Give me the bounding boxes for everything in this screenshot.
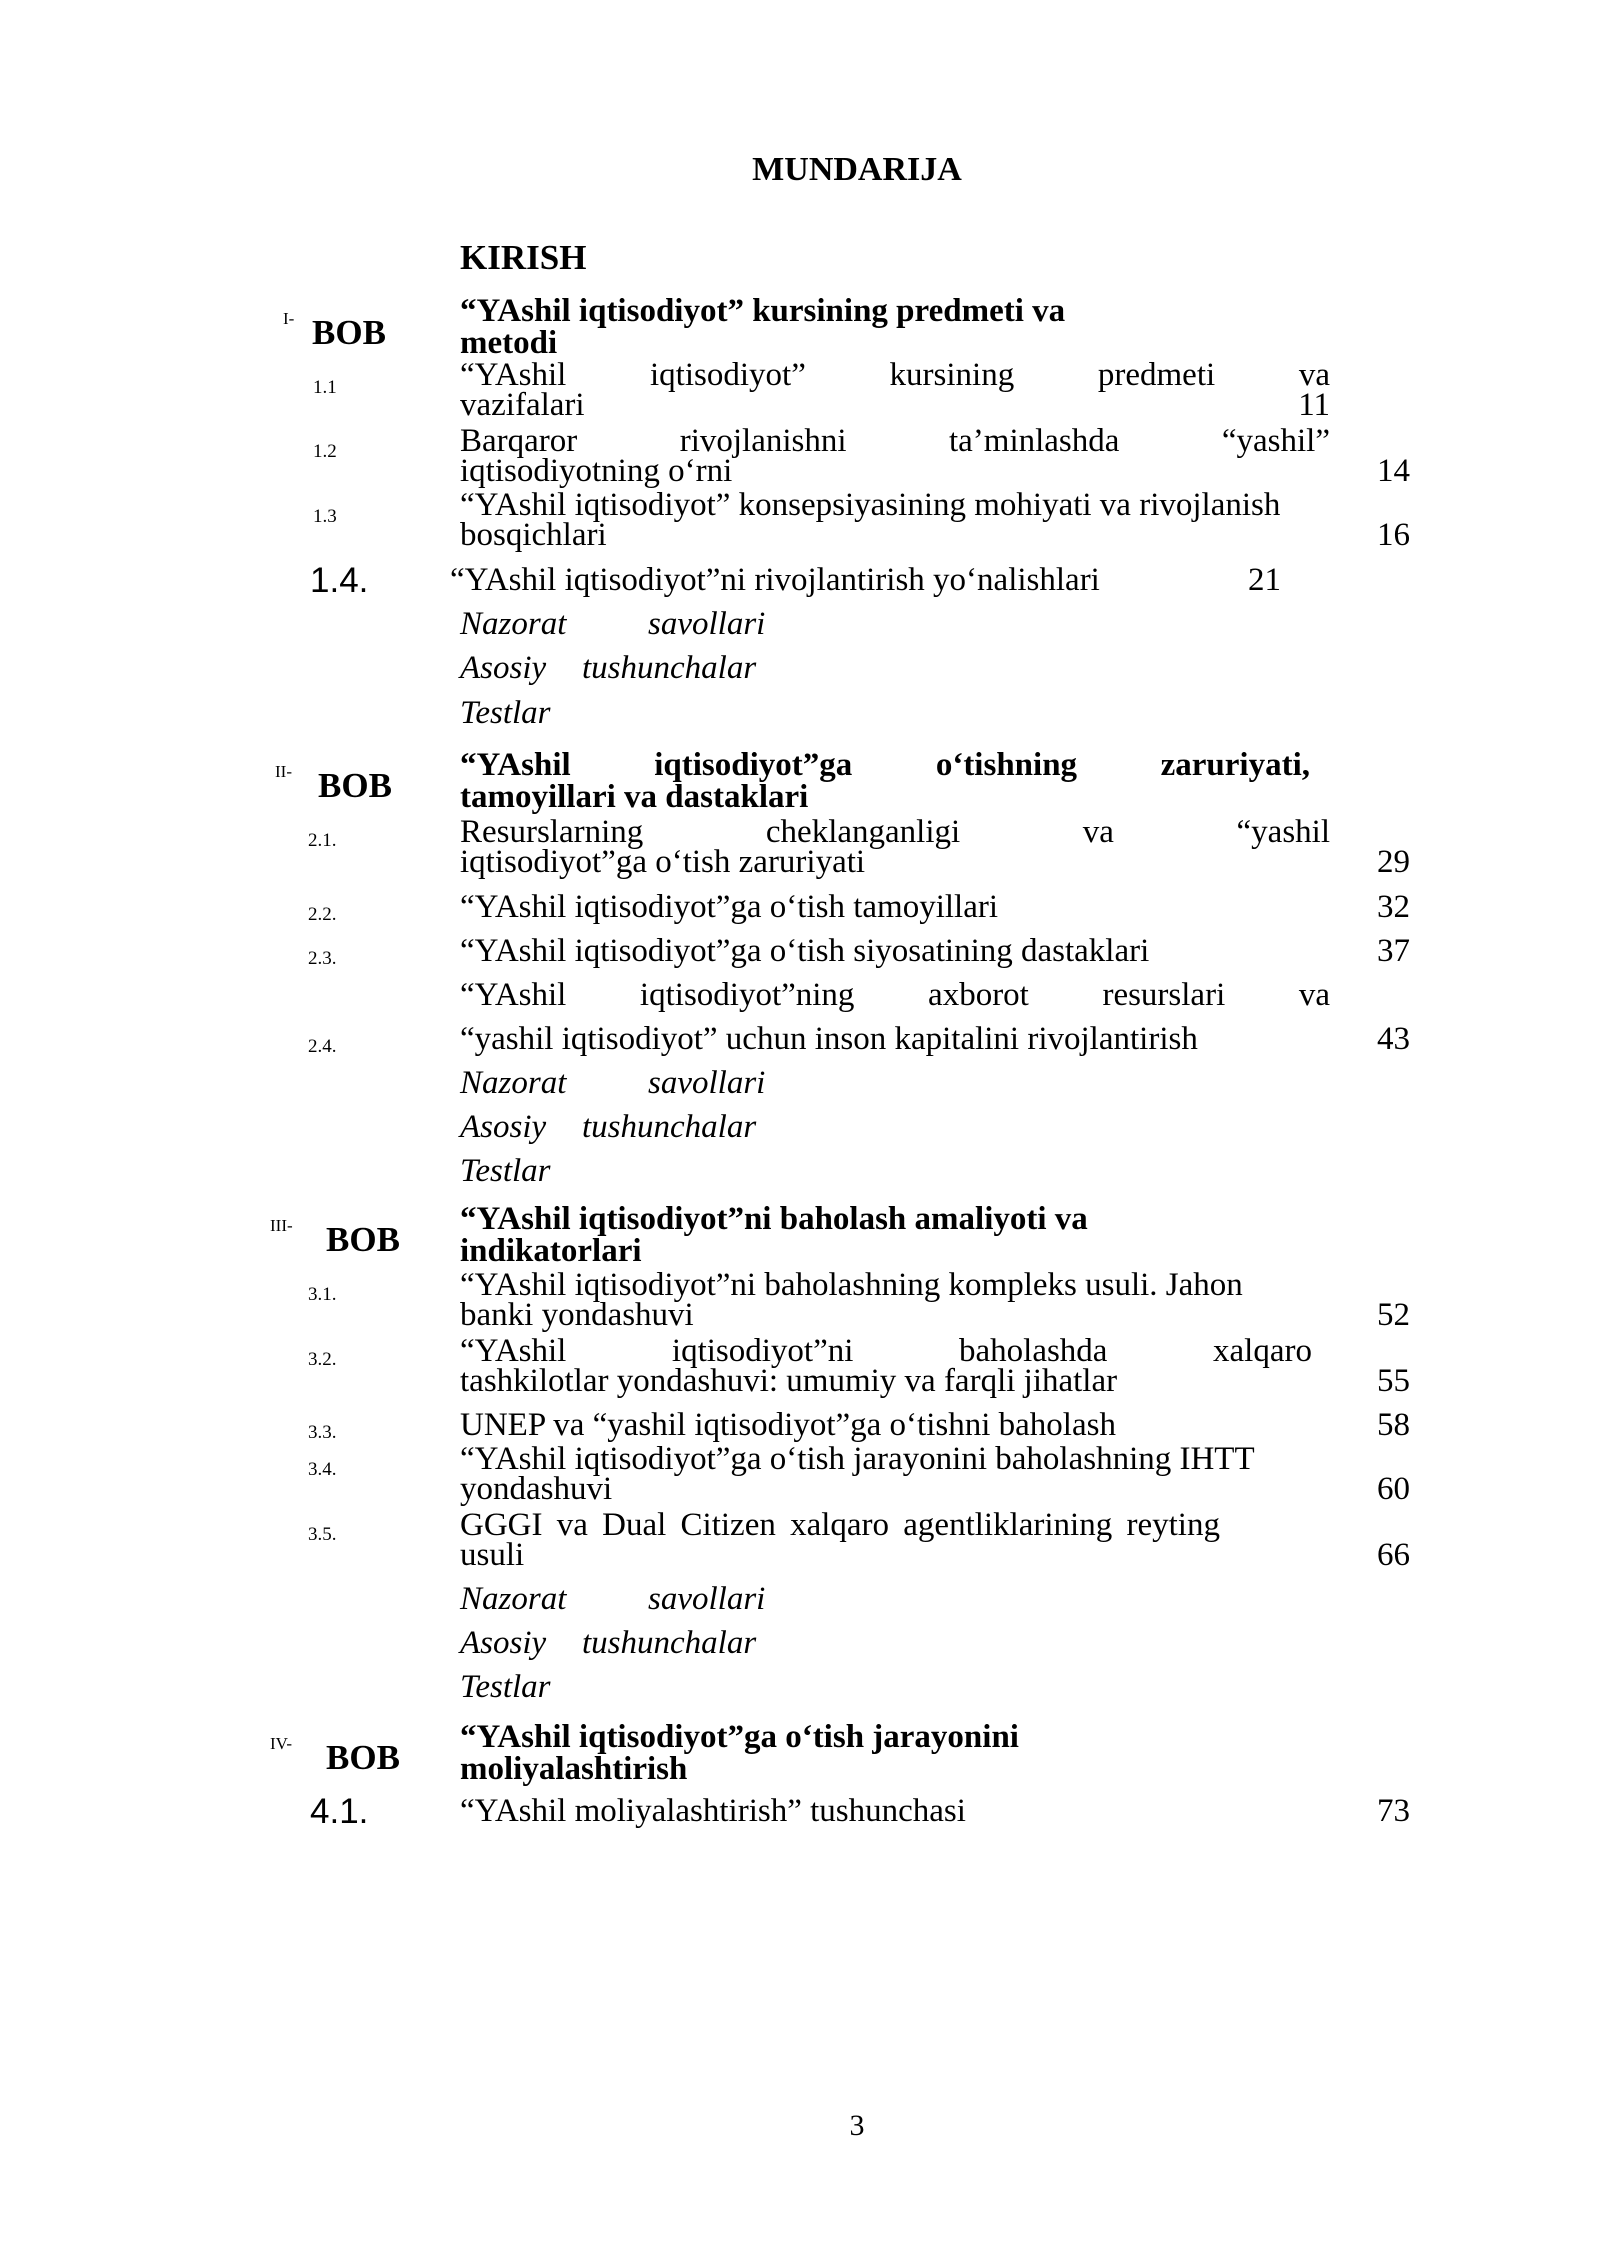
kirish-heading: KIRISH	[460, 238, 587, 277]
chapter-2-title-line1: “YAshil iqtisodiyot”ga o‘tishning zaruriyati,	[460, 747, 1310, 783]
section-2-1-page: 29	[1377, 844, 1410, 880]
section-1-4-page: 21	[1248, 562, 1281, 598]
section-3-5-page: 66	[1377, 1537, 1410, 1573]
section-3-1-title-line2: banki yondashuvi	[460, 1297, 694, 1333]
page-title: MUNDARIJA	[752, 151, 962, 188]
chapter-4-title-line2: moliyalashtirish	[460, 1751, 688, 1787]
section-2-3-title: “YAshil iqtisodiyot”ga o‘tish siyosatining dastaklari	[460, 933, 1150, 969]
section-2-1-number: 2.1.	[308, 830, 337, 851]
chapter-4-roman: IV-	[270, 1734, 293, 1753]
section-3-1-page: 52	[1377, 1297, 1410, 1333]
section-1-2-number: 1.2	[313, 441, 337, 462]
section-3-4-page: 60	[1377, 1471, 1410, 1507]
ch1-nazorat: Nazorat	[460, 606, 567, 642]
ch1-savollari: savollari	[648, 606, 766, 642]
section-3-2-title-line2: tashkilotlar yondashuvi: umumiy va farqli jihatlar	[460, 1363, 1118, 1399]
section-1-3-title-line2: bosqichlari	[460, 517, 607, 553]
ch3-nazorat: Nazorat	[460, 1581, 567, 1617]
section-3-3-page: 58	[1377, 1407, 1410, 1443]
chapter-1-bob: BOB	[312, 313, 386, 352]
section-1-3-title-line1: “YAshil iqtisodiyot” konsepsiyasining mohiyati va rivojlanish	[460, 487, 1281, 523]
ch3-asosiy: Asosiy	[460, 1625, 547, 1661]
section-3-1-number: 3.1.	[308, 1284, 337, 1305]
section-2-2-title: “YAshil iqtisodiyot”ga o‘tish tamoyillari	[460, 889, 999, 925]
section-1-4-title: “YAshil iqtisodiyot”ni rivojlantirish yo‘nalishlari	[450, 562, 1100, 598]
ch2-savollari: savollari	[648, 1065, 766, 1101]
chapter-1-title-line1: “YAshil iqtisodiyot” kursining predmeti va	[460, 293, 1066, 329]
section-3-2-number: 3.2.	[308, 1349, 337, 1370]
section-4-1-number: 4.1.	[310, 1792, 369, 1831]
section-3-2-page: 55	[1377, 1363, 1410, 1399]
section-3-4-number: 3.4.	[308, 1459, 337, 1480]
ch2-tushunchalar: tushunchalar	[582, 1109, 757, 1145]
section-2-3-number: 2.3.	[308, 948, 337, 969]
section-1-2-page: 14	[1377, 453, 1410, 489]
section-2-1-title-line1: Resurslarning cheklanganligi va “yashil	[460, 814, 1330, 850]
ch1-testlar: Testlar	[460, 695, 551, 731]
section-2-1-title-line2: iqtisodiyot”ga o‘tish zaruriyati	[460, 844, 866, 880]
section-1-1-page: 11	[1298, 387, 1330, 423]
section-3-3-title: UNEP va “yashil iqtisodiyot”ga o‘tishni baholash	[460, 1407, 1116, 1443]
chapter-3-title-line1: “YAshil iqtisodiyot”ni baholash amaliyoti va	[460, 1201, 1088, 1237]
section-4-1-page: 73	[1377, 1793, 1410, 1829]
chapter-3-roman: III-	[270, 1216, 293, 1235]
ch1-tushunchalar: tushunchalar	[582, 650, 757, 686]
section-2-2-number: 2.2.	[308, 904, 337, 925]
ch3-savollari: savollari	[648, 1581, 766, 1617]
chapter-2-bob: BOB	[318, 766, 392, 805]
chapter-1-roman: I-	[283, 309, 295, 328]
section-1-1-title-line2: vazifalari	[460, 387, 585, 423]
section-4-1-title: “YAshil moliyalashtirish” tushunchasi	[460, 1793, 966, 1829]
chapter-1-title-line2: metodi	[460, 325, 558, 361]
ch3-testlar: Testlar	[460, 1669, 551, 1705]
section-2-4-page: 43	[1377, 1021, 1410, 1057]
chapter-2-title-line2: tamoyillari va dastaklari	[460, 779, 809, 815]
chapter-2-roman: II-	[275, 762, 292, 781]
section-3-3-number: 3.3.	[308, 1422, 337, 1443]
section-1-4-number: 1.4.	[310, 561, 369, 600]
section-1-3-number: 1.3	[313, 506, 337, 527]
ch2-asosiy: Asosiy	[460, 1109, 547, 1145]
section-1-1-number: 1.1	[313, 377, 337, 398]
section-3-4-title-line1: “YAshil iqtisodiyot”ga o‘tish jarayonini baholashning IHTT	[460, 1441, 1255, 1477]
section-2-3-page: 37	[1377, 933, 1410, 969]
section-1-2-title-line1: Barqaror rivojlanishni ta’minlashda “yashil”	[460, 423, 1330, 459]
ch3-tushunchalar: tushunchalar	[582, 1625, 757, 1661]
section-3-1-title-line1: “YAshil iqtisodiyot”ni baholashning kompleks usuli. Jahon	[460, 1267, 1243, 1303]
chapter-3-title-line2: indikatorlari	[460, 1233, 642, 1269]
section-2-4-number: 2.4.	[308, 1036, 337, 1057]
chapter-4-title-line1: “YAshil iqtisodiyot”ga o‘tish jarayonini	[460, 1719, 1019, 1755]
chapter-3-bob: BOB	[326, 1220, 400, 1259]
section-1-2-title-line2: iqtisodiyotning o‘rni	[460, 453, 733, 489]
section-3-5-title-line1: GGGI va Dual Citizen xalqaro agentliklarining reyting	[460, 1507, 1220, 1543]
section-1-3-page: 16	[1377, 517, 1410, 553]
page-number: 3	[849, 2109, 865, 2142]
section-2-2-page: 32	[1377, 889, 1410, 925]
section-3-4-title-line2: yondashuvi	[460, 1471, 613, 1507]
section-3-2-title-line1: “YAshil iqtisodiyot”ni baholashda xalqaro	[460, 1333, 1312, 1369]
ch2-nazorat: Nazorat	[460, 1065, 567, 1101]
section-2-4-title-line1: “YAshil iqtisodiyot”ning axborot resurslari va	[460, 977, 1330, 1013]
ch2-testlar: Testlar	[460, 1153, 551, 1189]
section-2-4-title-line2: “yashil iqtisodiyot” uchun inson kapitalini rivojlantirish	[460, 1021, 1198, 1057]
ch1-asosiy: Asosiy	[460, 650, 547, 686]
section-1-1-title-line1: “YAshil iqtisodiyot” kursining predmeti va	[460, 357, 1330, 393]
section-3-5-title-line2: usuli	[460, 1537, 525, 1573]
chapter-4-bob: BOB	[326, 1738, 400, 1777]
section-3-5-number: 3.5.	[308, 1524, 337, 1545]
